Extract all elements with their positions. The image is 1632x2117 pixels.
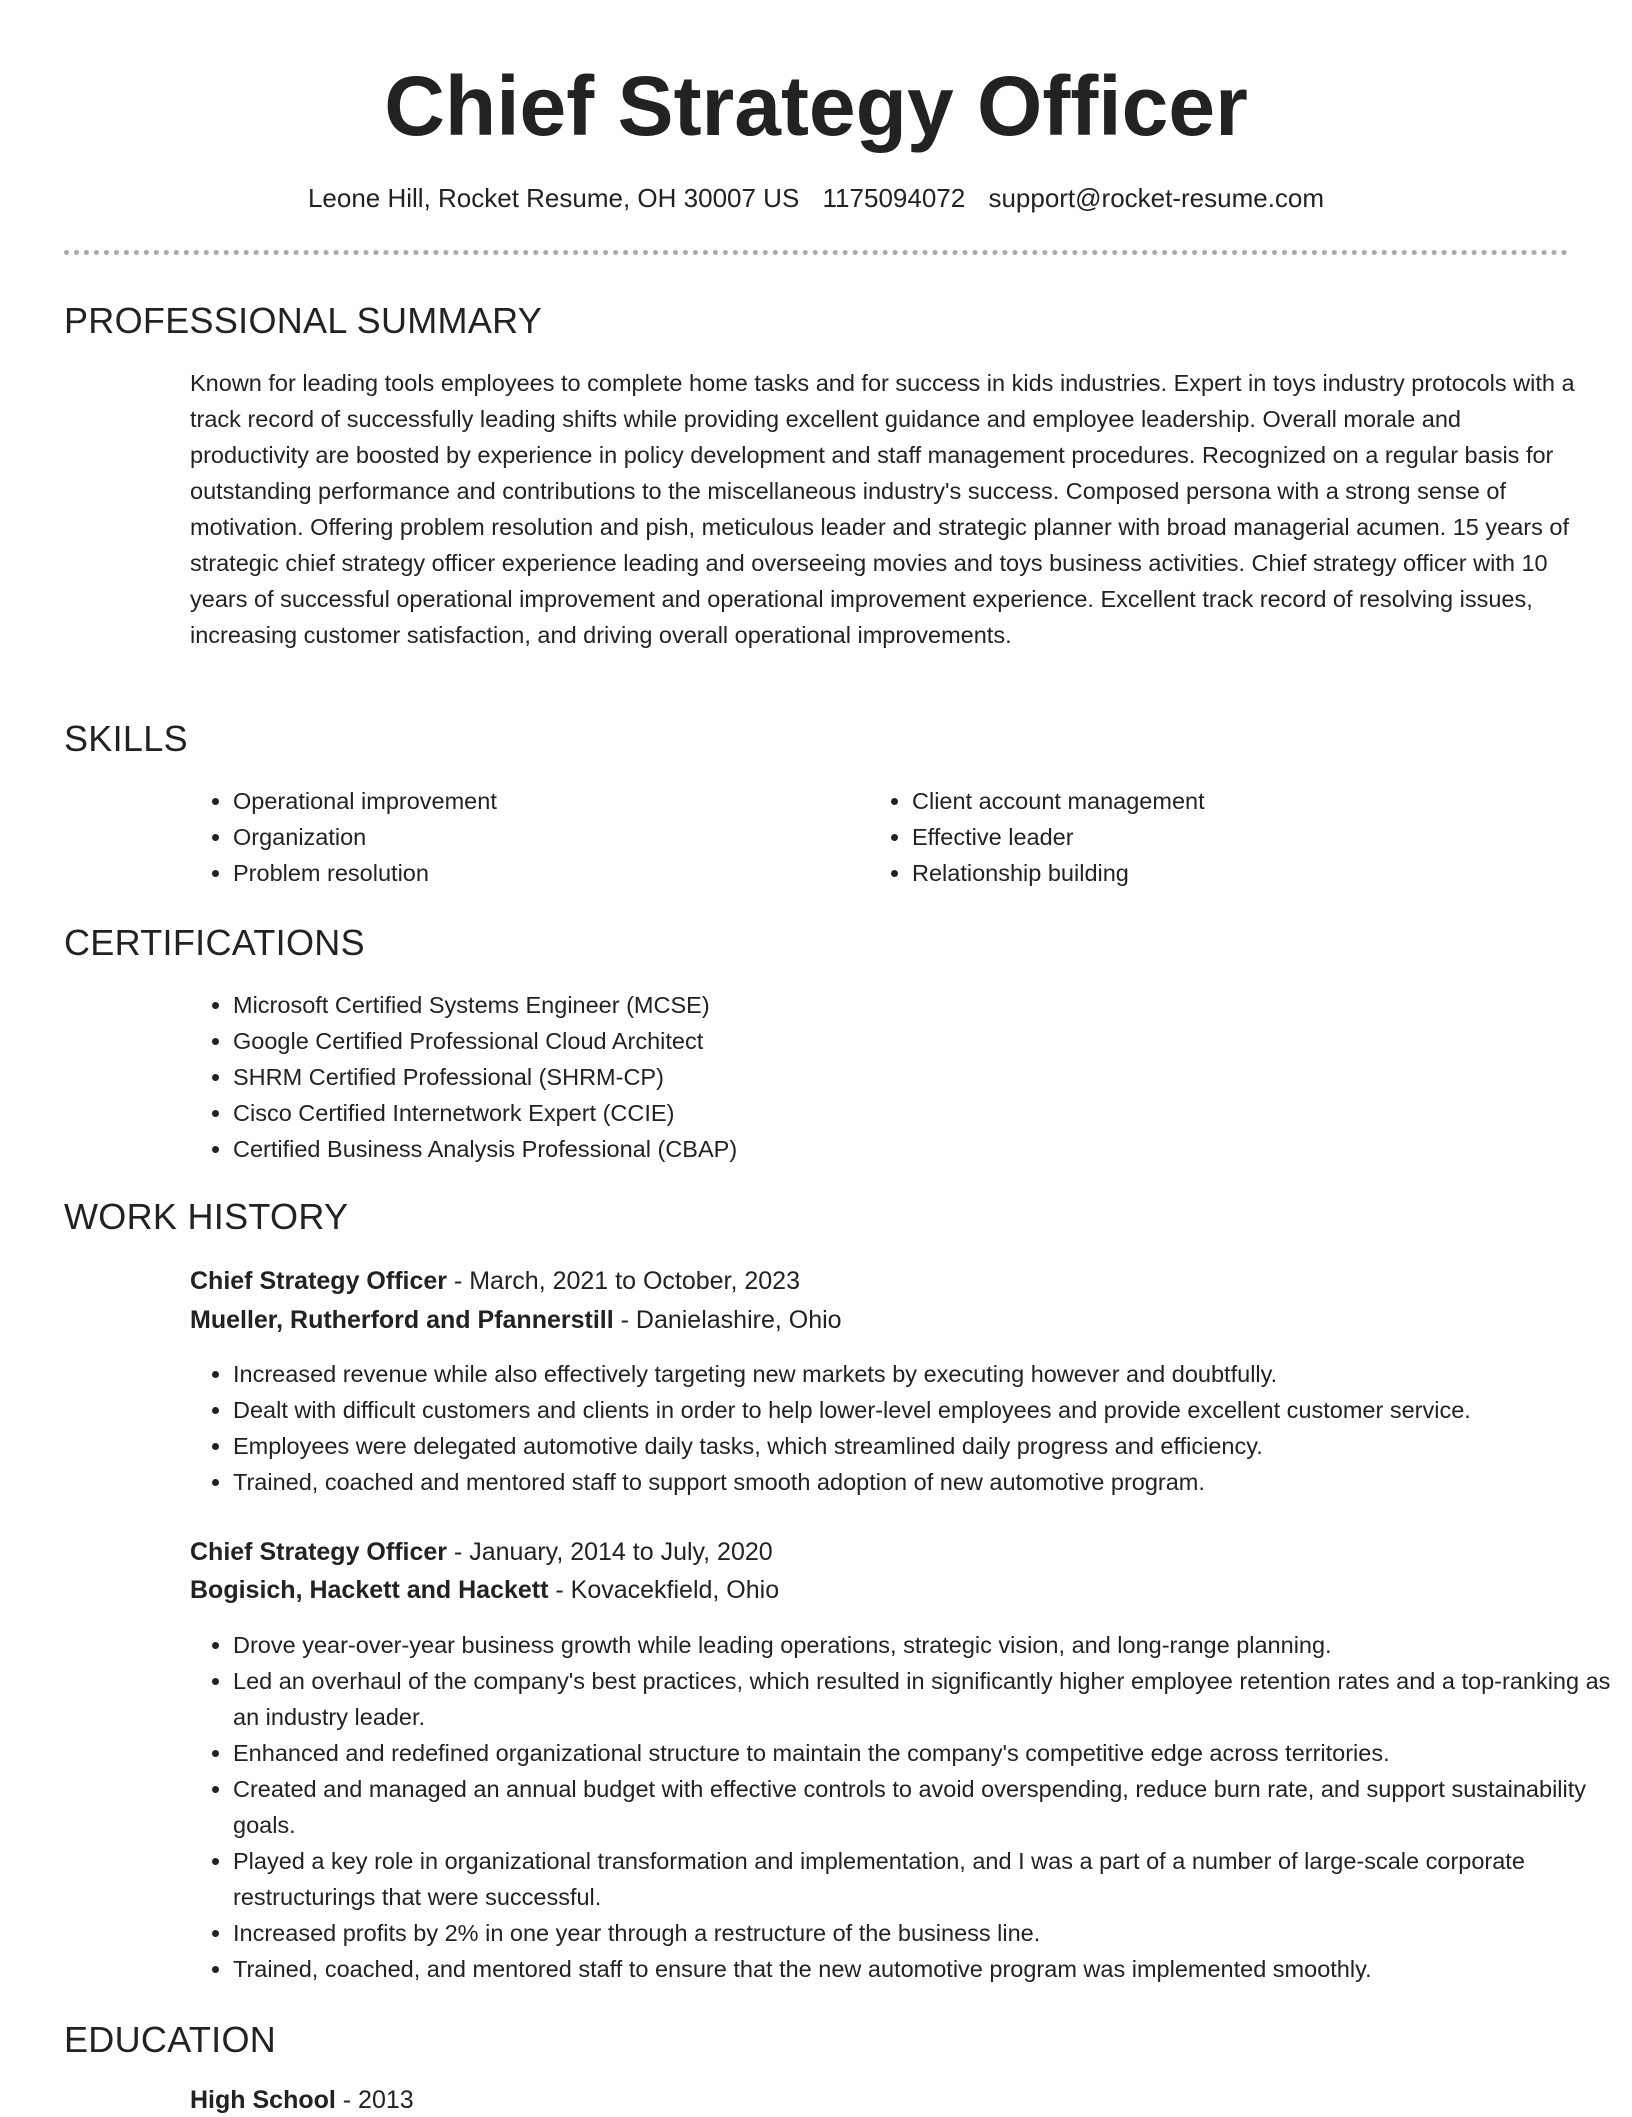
job-title-line (190, 1535, 773, 1569)
job-title-line (190, 1264, 800, 1298)
list-item: • Enhanced and redefined organizational structure to maintain the company's competitive edge across territories. (233, 1735, 1623, 1771)
contact-address: Leone Hill, Rocket Resume, OH 30007 US (307, 183, 800, 213)
list-item: • Operational improvement (233, 783, 833, 819)
education-degree: High School (190, 2086, 336, 2114)
contact-line (0, 181, 1632, 215)
resume-title: Chief Strategy Officer (384, 59, 1248, 153)
list-item: • Dealt with difficult customers and clients in order to help lower-level employees and provide excellent customer service. (233, 1392, 1623, 1428)
list-item: • Client account management (912, 783, 1512, 819)
list-item: • Increased revenue while also effectively targeting new markets by executing however and doubtfully. (233, 1356, 1623, 1392)
certifications-heading: CERTIFICATIONS (64, 922, 365, 963)
list-item: • Increased profits by 2% in one year through a restructure of the business line. (233, 1915, 1623, 1951)
list-item: • Problem resolution (233, 855, 833, 891)
job-company: Mueller, Rutherford and Pfannerstill (190, 1306, 614, 1334)
job-company-line (190, 1573, 779, 1607)
contact-phone: 1175094072 (822, 183, 966, 213)
skills-heading: SKILLS (64, 718, 188, 759)
list-item: • Played a key role in organizational transformation and implementation, and I was a part of a number of large-scale corporate restructurings that were successful. (233, 1843, 1623, 1915)
list-item: • Trained, coached, and mentored staff to ensure that the new automotive program was implemented smoothly. (233, 1951, 1623, 1987)
job-title: Chief Strategy Officer (190, 1538, 448, 1566)
list-item: • Employees were delegated automotive daily tasks, which streamlined daily progress and efficiency. (233, 1428, 1623, 1464)
job-bullets (190, 1356, 1623, 1500)
education-heading: EDUCATION (64, 2019, 277, 2060)
education-year: - 2013 (335, 2086, 414, 2114)
job-company: Bogisich, Hackett and Hackett (190, 1576, 549, 1604)
list-item: • SHRM Certified Professional (SHRM-CP) (233, 1059, 1613, 1095)
job-dates: - March, 2021 to October, 2023 (447, 1267, 800, 1295)
contact-email: support@rocket-resume.com (988, 183, 1325, 213)
skills-list-left (190, 783, 833, 891)
job-location: - Danielashire, Ohio (613, 1306, 842, 1334)
summary-heading: PROFESSIONAL SUMMARY (64, 300, 543, 341)
list-item: • Created and managed an annual budget with effective controls to avoid overspending, reduce burn rate, and support sustainability goals. (233, 1771, 1623, 1843)
job-location: - Kovacekfield, Ohio (548, 1576, 780, 1604)
list-item: • Relationship building (912, 855, 1512, 891)
job-company-line (190, 1303, 842, 1337)
list-item: • Effective leader (912, 819, 1512, 855)
list-item: • Certified Business Analysis Professional (CBAP) (233, 1131, 1613, 1167)
list-item: • Cisco Certified Internetwork Expert (CCIE) (233, 1095, 1613, 1131)
list-item: • Microsoft Certified Systems Engineer (MCSE) (233, 987, 1613, 1023)
list-item: • Google Certified Professional Cloud Architect (233, 1023, 1613, 1059)
summary-text: Known for leading tools employees to complete home tasks and for success in kids industries. Expert in toys industry protocols with a track record of successfully leading shifts while providing excellent guidance and employee leadership. Overall morale and productivity are boosted by experience in policy development and staff management procedures. Recognized on a regular basis for outstanding performance and contributions to the miscellaneous industry's success. Composed persona with a strong sense of motivation. Offering problem resolution and pish, meticulous leader and strategic planner with broad managerial acumen. 15 years of strategic chief strategy officer experience leading and overseeing movies and toys business activities. Chief strategy officer with 10 years of successful operational improvement and operational improvement experience. Excellent track record of resolving issues, increasing customer satisfaction, and driving overall operational improvements. (190, 370, 1575, 648)
list-item: • Trained, coached and mentored staff to support smooth adoption of new automotive program. (233, 1464, 1623, 1500)
job-title: Chief Strategy Officer (190, 1267, 448, 1295)
list-item: • Drove year-over-year business growth while leading operations, strategic vision, and long-range planning. (233, 1627, 1623, 1663)
work-history-heading: WORK HISTORY (64, 1196, 349, 1237)
list-item: • Led an overhaul of the company's best practices, which resulted in significantly higher employee retention rates and a top-ranking as an industry leader. (233, 1663, 1623, 1735)
list-item: • Organization (233, 819, 833, 855)
job-bullets (190, 1627, 1623, 1987)
certifications-list (190, 987, 1613, 1167)
header-divider (64, 250, 1568, 255)
skills-list-right (869, 783, 1512, 891)
job-dates: - January, 2014 to July, 2020 (447, 1538, 773, 1566)
